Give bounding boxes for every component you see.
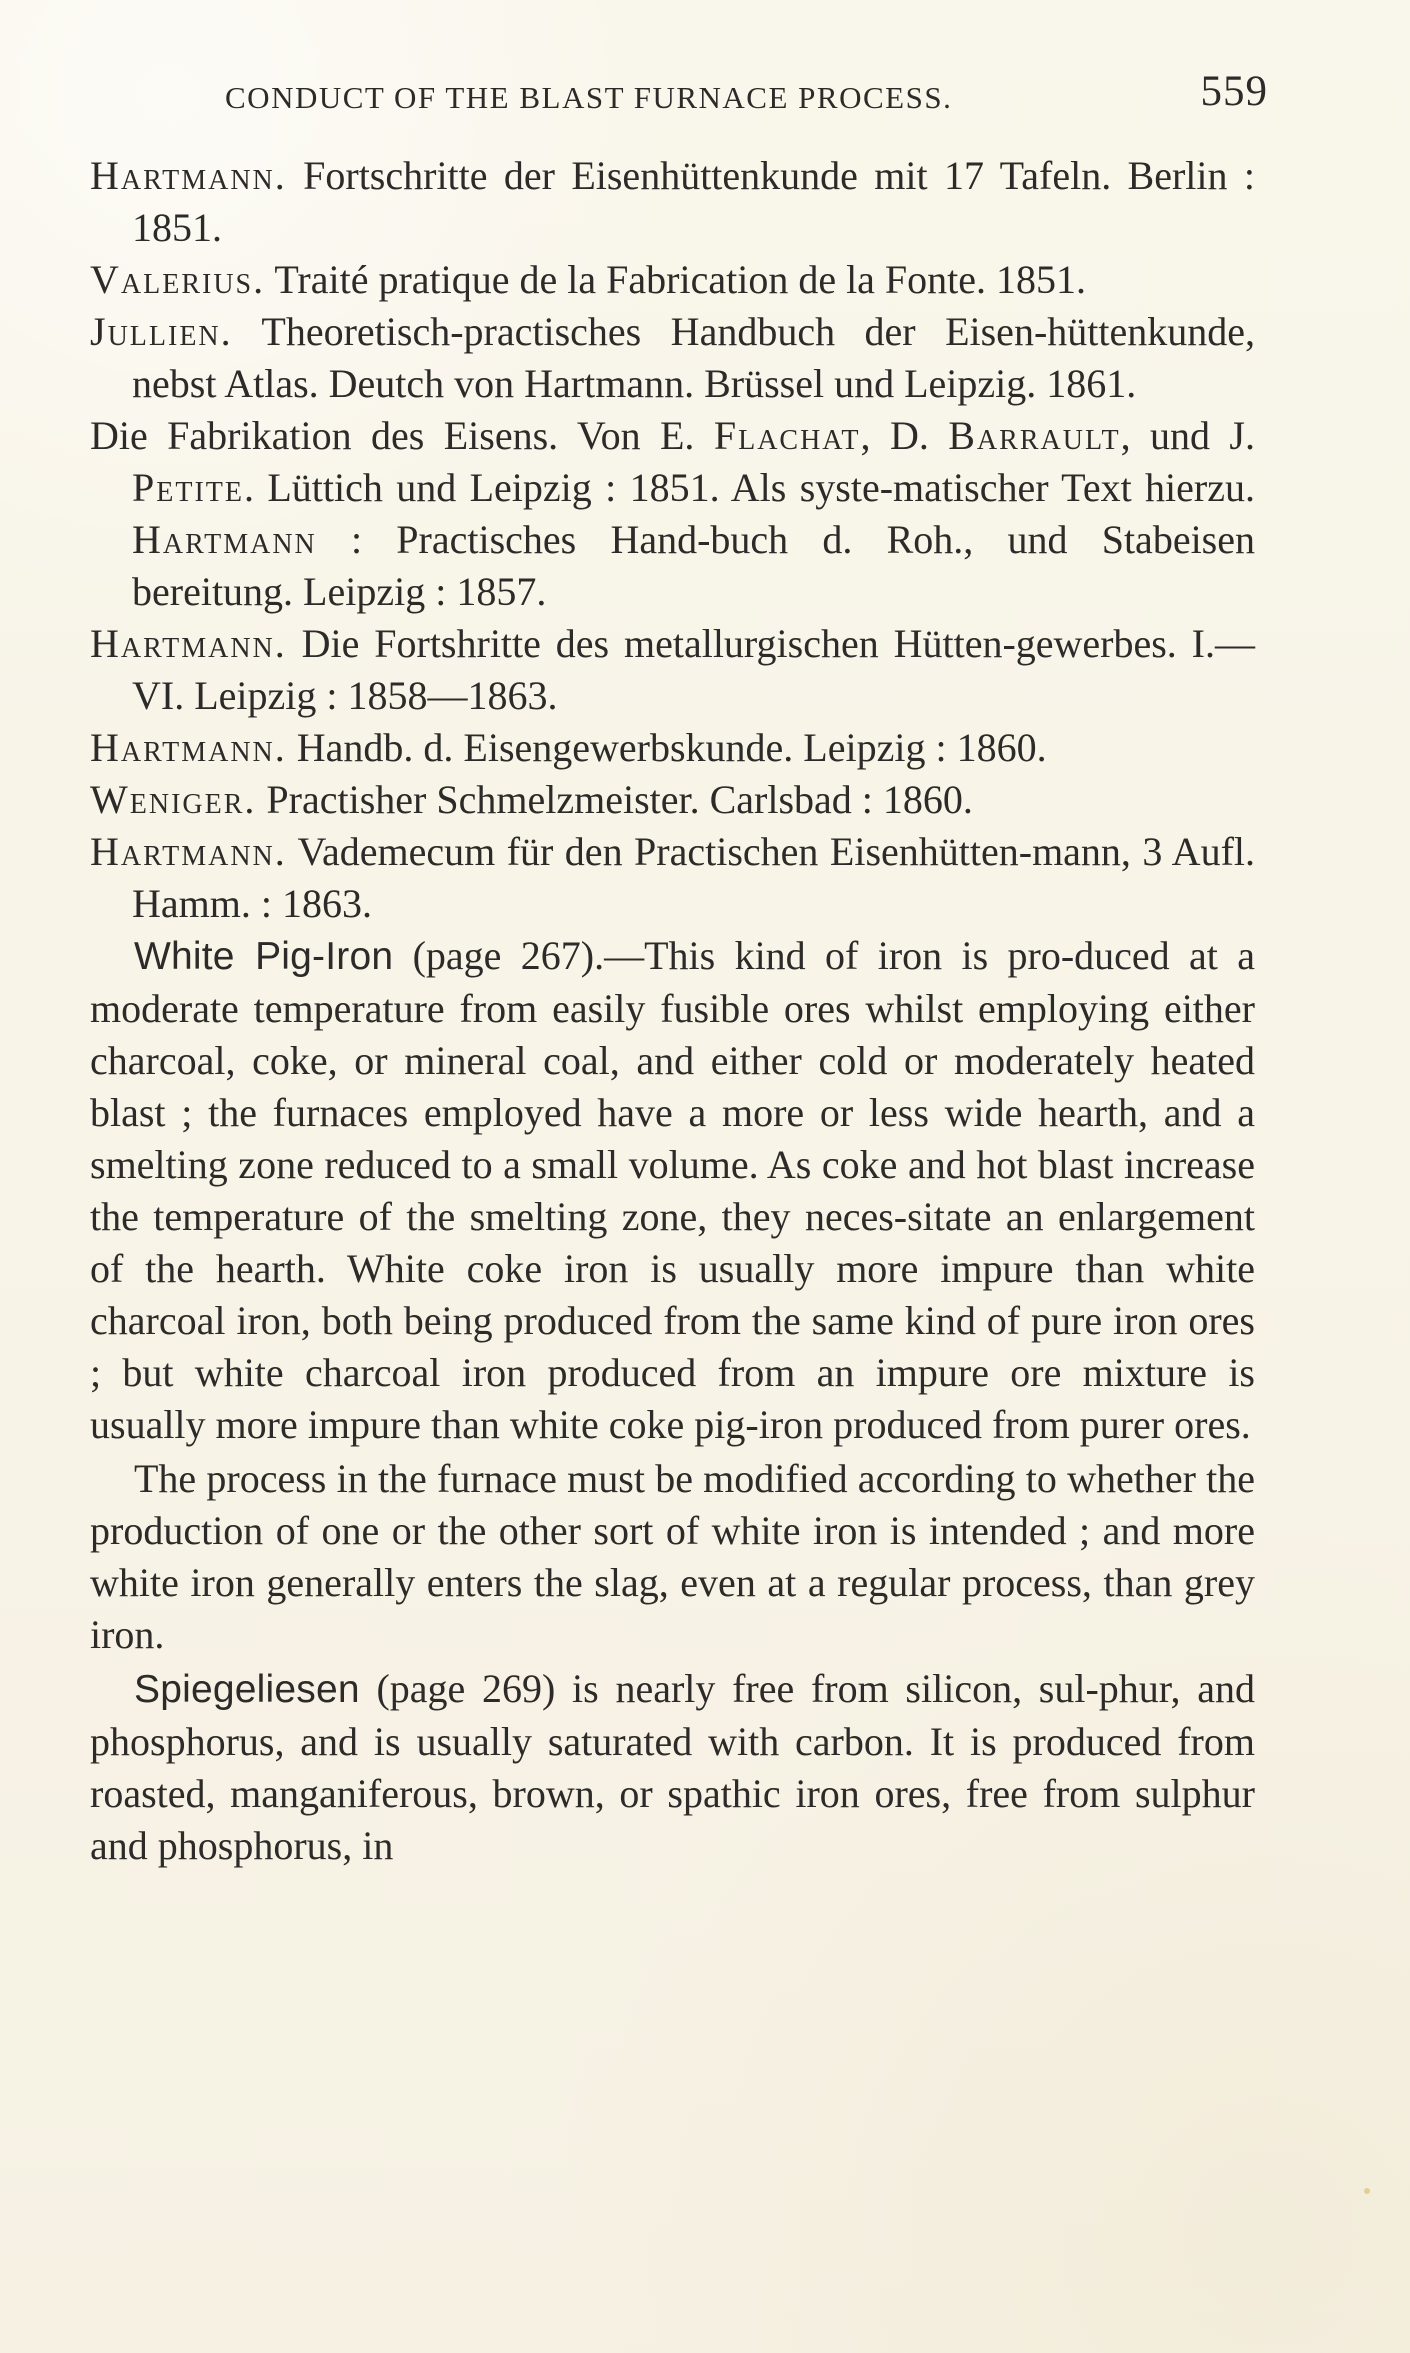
entry-text: : Practisches Hand-buch d. Roh., und Stabeisen bereitung. Leipzig : 1857. — [132, 517, 1255, 614]
entry-author: Jullien. — [90, 309, 233, 354]
main-text — [90, 150, 1255, 1872]
white-pig-iron-paragraph — [90, 930, 1255, 1451]
entry-author: Hartmann. — [90, 621, 287, 666]
bibliography-entry — [90, 722, 1255, 774]
bibliography-entry — [90, 150, 1255, 254]
bibliography-entry — [90, 306, 1255, 410]
bibliography-entry — [90, 618, 1255, 722]
entry-author: Valerius. — [90, 257, 266, 302]
entry-text: Theoretisch-practisches Handbuch der Eisen-hüttenkunde, nebst Atlas. Deutch von Hartmann. Brüssel und Leipzig. 1861. — [132, 309, 1255, 406]
entry-author: Flachat — [713, 413, 861, 458]
paragraph-term: Spiegeliesen — [134, 1668, 360, 1711]
entry-author: Hartmann. — [90, 829, 287, 874]
entry-author: Hartmann. — [90, 725, 287, 770]
entry-author: Barrault — [948, 413, 1121, 458]
entry-author: Hartmann. — [90, 153, 287, 198]
bibliography-entry — [90, 254, 1255, 306]
bibliography-entry — [90, 826, 1255, 930]
entry-text: Vademecum für den Practischen Eisenhütten-mann, 3 Aufl. Hamm. : 1863. — [132, 829, 1255, 926]
entry-text: Die Fortshritte des metallurgischen Hütten-gewerbes. I.—VI. Leipzig : 1858—1863. — [132, 621, 1255, 718]
bibliography-entry — [90, 410, 1255, 618]
process-paragraph — [90, 1453, 1255, 1661]
entry-text: . Lüttich und Leipzig : 1851. Als syste-matischer Text hierzu. — [243, 465, 1255, 510]
entry-author: Hartmann — [132, 517, 317, 562]
paragraph-text: (page 269) is nearly free from silicon, sul-phur, and phosphorus, and is usually saturated with carbon. It is produced from roasted, manganiferous, brown, or spathic iron ores, free from sulphur and phosphorus, in — [90, 1666, 1255, 1868]
spiegeliesen-paragraph — [90, 1663, 1255, 1872]
paper-spot-mark — [1364, 2188, 1370, 2194]
bibliography-entry — [90, 774, 1255, 826]
entry-text: Practisher Schmelzmeister. Carlsbad : 1860. — [256, 777, 973, 822]
paragraph-text: (page 267).—This kind of iron is pro-duced at a moderate temperature from easily fusible ores whilst employing either charcoal, coke, or mineral coal, and either cold or moderately heated blast ; the furnaces employed have a more or less wide hearth, and a smelting zone reduced to a small volume. As coke and hot blast increase the temperature of the smelting zone, they neces-sitate an enlargement of the hearth. White coke iron is usually more impure than white charcoal iron, both being produced from the same kind of pure iron ores ; but white charcoal iron produced from an impure ore mixture is usually more impure than white coke pig-iron produced from purer ores. — [90, 933, 1256, 1447]
paragraph-text: The process in the furnace must be modified according to whether the production of one or the other sort of white iron is intended ; and more white iron generally enters the slag, even at a regular process, than grey iron. — [90, 1456, 1255, 1657]
entry-text: Fortschritte der Eisenhüttenkunde mit 17 Tafeln. Berlin : 1851. — [132, 153, 1255, 250]
page-number: 559 — [1200, 68, 1268, 115]
paragraph-term: White Pig-Iron — [134, 935, 394, 978]
entry-text: Traité pratique de la Fabrication de la Fonte. 1851. — [265, 257, 1087, 302]
entry-text: Die Fabrikation des Eisens. Von E. — [90, 413, 714, 458]
page-header — [225, 70, 1270, 140]
entry-text: , und J. — [1120, 413, 1255, 458]
running-title: CONDUCT OF THE BLAST FURNACE PROCESS. — [225, 80, 953, 115]
entry-author: Petite — [132, 465, 244, 510]
entry-author: Weniger. — [90, 777, 257, 822]
entry-text: , D. — [860, 413, 949, 458]
entry-text: Handb. d. Eisengewerbskunde. Leipzig : 1860. — [286, 725, 1047, 770]
